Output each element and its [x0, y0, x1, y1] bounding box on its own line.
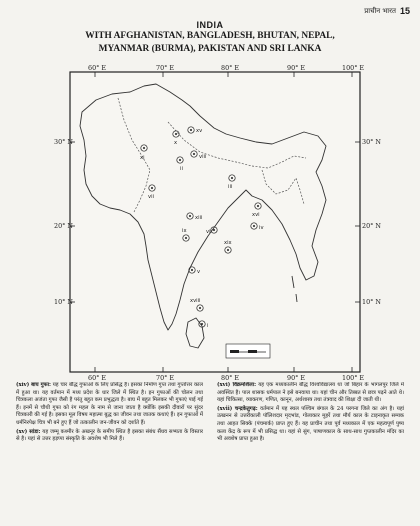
lon-label-top-70: 70° E: [156, 64, 175, 72]
entry-sanda: [16, 429, 203, 444]
svg-text:xv: xv: [196, 128, 203, 134]
entry-bagh-heading: (xiv) बाघ गुफा:: [16, 382, 51, 388]
map-subtitle-line-1: WITH AFGHANISTAN, BANGLADESH, BHUTAN, NEPAL,: [85, 31, 335, 41]
entry-vikramshila: [217, 382, 404, 405]
entry-bagh-body: यह चार बौद्ध गुफाओं के लिए प्रसिद्ध है। इसका निर्माण गुप्त तथा गुप्तोत्तर काल में हुआ था। यह वर्तमान में मध्य प्रदेश के धार जिले में स्थित है। इन गुफाओं की चोलन तथा चित्रकला अजंता गुफा जैसी है परंतु बहुत कम प्रभुद्धता है। बाघ में बहुत मिलकर भी गुफाएं पाई गई हैं। इनमें से चौथी गुफा को रंग महल के नाम से जाना जाता है क्योंकि इसकी दीवारों पर सुंदर चित्रकारी की गई है। इसका मूल विषय महात्मा बुद्ध का जीवन तथा जातक कथाएं हैं। इन गुफाओं में धर्मनिरपेक्ष चित्र भी बने हुए हैं जो तत्कालीन जन-जीवन को दर्शाते हैं।: [16, 382, 203, 426]
lon-label-bottom-60: 60° E: [88, 374, 107, 382]
svg-text:i: i: [207, 323, 209, 329]
entry-vikramshila-body: यह एक मध्यकालीन बौद्ध विश्वविद्यालय था जो बिहार के भागलपुर जिले में अवस्थित है। पाल शासक धर्मपाल ने इसे बनवाया था। यहां चीन और तिब्बत से छात्र पढ़ने आते थे। यहां चिकित्सा, व्याकरण, गणित, कानून, अर्थशास्त्र तथा तंत्रवाद की शिक्षा दी जाती थी।: [217, 382, 404, 404]
svg-text:x: x: [174, 140, 178, 146]
map-title: INDIA: [196, 20, 224, 30]
lon-label-top-60: 60° E: [88, 64, 107, 72]
running-head-title: प्राचीन भारत: [364, 6, 396, 15]
map-subtitle-line-2: MYANMAR (BURMA), PAKISTAN AND SRI LANKA: [98, 43, 322, 54]
svg-text:xi: xi: [140, 155, 145, 161]
svg-text:ix: ix: [182, 228, 187, 234]
lon-label-bottom-80: 80° E: [221, 374, 240, 382]
svg-text:iv: iv: [259, 225, 264, 231]
scale-bar: [226, 344, 270, 358]
right-column: [217, 382, 404, 520]
entry-sanda-body: यह जम्मू कश्मीर के अखनूर के समीप स्थित है इसका संबंध सैंधव सभ्यता के विस्तार से है। यहां से उत्तर हड़प्पा संस्कृति के अवशेष भी मिले हैं।: [16, 428, 203, 443]
entry-chandraketugarh: [217, 406, 404, 444]
entry-chandraketugarh-heading: (xvii) चन्द्रकेतुगढ़:: [217, 405, 258, 412]
lat-label-left-30: 30° N: [54, 138, 73, 146]
text-columns: [16, 382, 404, 520]
left-column: [16, 382, 203, 520]
lon-label-bottom-100: 100° E: [342, 374, 365, 382]
svg-text:vi: vi: [206, 229, 211, 235]
svg-text:xiii: xiii: [195, 215, 203, 221]
svg-text:viii: viii: [199, 154, 207, 160]
map-frame: [70, 72, 360, 372]
svg-text:xviii: xviii: [190, 298, 201, 304]
svg-text:xvi: xvi: [252, 212, 260, 218]
lon-label-bottom-70: 70° E: [156, 374, 175, 382]
svg-text:vii: vii: [148, 194, 154, 200]
entry-chandraketugarh-body: वर्तमान में यह स्थल पश्चिम बंगाल के 24 परगना जिले का अंग है। यहां उत्खनन से उत्तरीकाली पॉलिशदार मृदभांड, गोलाकार मुहरें तथा मौर्य काल के टाइनाकृत सम्यक तथा आहत सिक्के (पंचमार्क) प्राप्त हुए हैं। यह प्राचीन तथा पूर्व मध्यकाल में एक महत्वपूर्ण पुष्य कला केंद्र के रूप में भी प्रसिद्ध था। यहां से सुंग, पाषाणकाल के साथ-साथ गुप्तकालीन मंदिर का भी अवशेष प्राप्त हुआ है।: [217, 405, 404, 443]
lat-label-left-20: 20° N: [54, 222, 73, 230]
svg-text:v: v: [197, 269, 201, 275]
lat-label-right-20: 20° N: [362, 222, 381, 230]
lon-label-top-100: 100° E: [342, 64, 365, 72]
svg-text:ii: ii: [180, 166, 183, 172]
entry-vikramshila-heading: (xvi) विक्रमशिला:: [217, 382, 257, 388]
lat-label-right-30: 30° N: [362, 138, 381, 146]
svg-text:xix: xix: [224, 240, 232, 246]
svg-text:iii: iii: [228, 184, 233, 190]
entry-bagh: [16, 382, 203, 428]
entry-sanda-heading: (xv) सांडा:: [16, 428, 41, 435]
lat-label-right-10: 10° N: [362, 298, 381, 306]
lon-label-bottom-90: 90° E: [287, 374, 306, 382]
lon-label-top-80: 80° E: [221, 64, 240, 72]
lat-label-left-10: 10° N: [54, 298, 73, 306]
lon-label-top-90: 90° E: [287, 64, 306, 72]
page-number: 15: [399, 6, 410, 16]
